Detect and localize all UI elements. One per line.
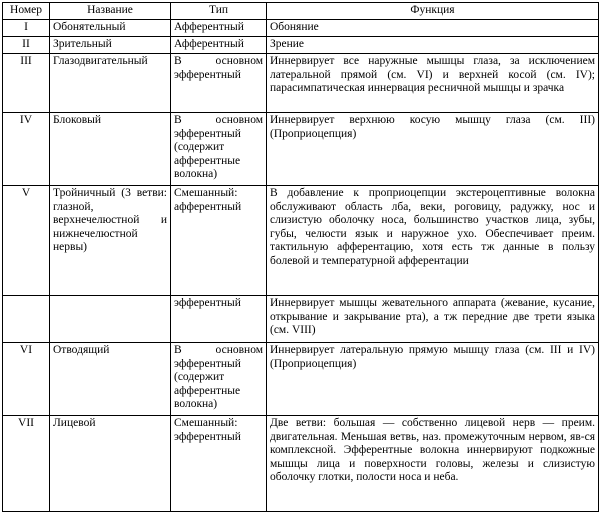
nerve-name bbox=[50, 296, 171, 343]
nerve-name: Лицевой bbox=[50, 416, 171, 512]
nerve-function: Зрение bbox=[267, 37, 599, 54]
nerve-number: VI bbox=[3, 343, 50, 416]
table-row bbox=[3, 296, 599, 343]
nerve-name: Отводящий bbox=[50, 343, 171, 416]
nerve-number: II bbox=[3, 37, 50, 54]
nerve-number: III bbox=[3, 54, 50, 113]
nerve-function: Иннервирует все наружные мышцы глаза, за исключением латеральной прямой (см. VI) и верхней косой (см. IV); парасимпатическая иннервация ресничной мышцы и зрачка bbox=[267, 54, 599, 113]
nerve-name: Блоковый bbox=[50, 113, 171, 186]
nerve-name: Зрительный bbox=[50, 37, 171, 54]
nerve-number: V bbox=[3, 186, 50, 296]
nerve-number: I bbox=[3, 20, 50, 37]
nerve-type: Смешанный: афферентный bbox=[171, 186, 267, 296]
nerve-number: VII bbox=[3, 416, 50, 512]
header-row bbox=[3, 3, 599, 20]
nerve-type: Афферентный bbox=[171, 20, 267, 37]
nerve-type: В основном эфферентный (содержит афферентные волокна) bbox=[171, 343, 267, 416]
nerve-name: Обонятельный bbox=[50, 20, 171, 37]
table-row bbox=[3, 416, 599, 512]
nerve-name: Глазодвигательный bbox=[50, 54, 171, 113]
table-row bbox=[3, 54, 599, 113]
nerve-function: В добавление к проприоцепции экстероцептивные волокна обслуживают область лба, веки, роговицу, радужку, нос и слизистую оболочку носа, большинство участков лица, зубы, губы, челюсти язык и наружное ухо. Обеспечивает преим. тактильную афферентацию, хотя есть тж данные в пользу болевой и температурной афферентации bbox=[267, 186, 599, 296]
nerve-function: Иннервирует мышцы жевательного аппарата (жевание, кусание, открывание и закрывание рта), а тж передние две трети языка (см. VIII) bbox=[267, 296, 599, 343]
nerve-type: В основном эфферентный (содержит афферентные волокна) bbox=[171, 113, 267, 186]
nerve-number bbox=[3, 296, 50, 343]
table-row bbox=[3, 186, 599, 296]
nerve-type: Афферентный bbox=[171, 37, 267, 54]
table-row bbox=[3, 20, 599, 37]
nerve-number: IV bbox=[3, 113, 50, 186]
nerve-type: Смешанный: эфферентный bbox=[171, 416, 267, 512]
nerve-function: Иннервирует верхнюю косую мышцу глаза (см. III) (Проприоцепция) bbox=[267, 113, 599, 186]
table-row bbox=[3, 113, 599, 186]
nerve-type: эфферентный bbox=[171, 296, 267, 343]
nerve-function: Иннервирует латеральную прямую мышцу глаза (см. III и IV) (Проприоцепция) bbox=[267, 343, 599, 416]
cranial-nerves-table bbox=[2, 2, 599, 512]
header-type: Тип bbox=[171, 3, 267, 20]
nerve-function: Обоняние bbox=[267, 20, 599, 37]
nerve-name: Тройничный (3 ветви: глазной, верхнечелюстной и нижнечелюстной нервы) bbox=[50, 186, 171, 296]
table-row bbox=[3, 37, 599, 54]
header-function: Функция bbox=[267, 3, 599, 20]
table-row bbox=[3, 343, 599, 416]
header-number: Номер bbox=[3, 3, 50, 20]
nerve-type: В основном эфферентный bbox=[171, 54, 267, 113]
header-name: Название bbox=[50, 3, 171, 20]
nerve-function: Две ветви: большая — собственно лицевой нерв — преим. двигательная. Меньшая ветвь, наз. промежуточным нервом, яв-ся комплексной. Эфферентные волокна иннервируют подкожные мышцы лица и поверхности головы, железы и слизистую оболочку глотки, полости носа и неба. bbox=[267, 416, 599, 512]
